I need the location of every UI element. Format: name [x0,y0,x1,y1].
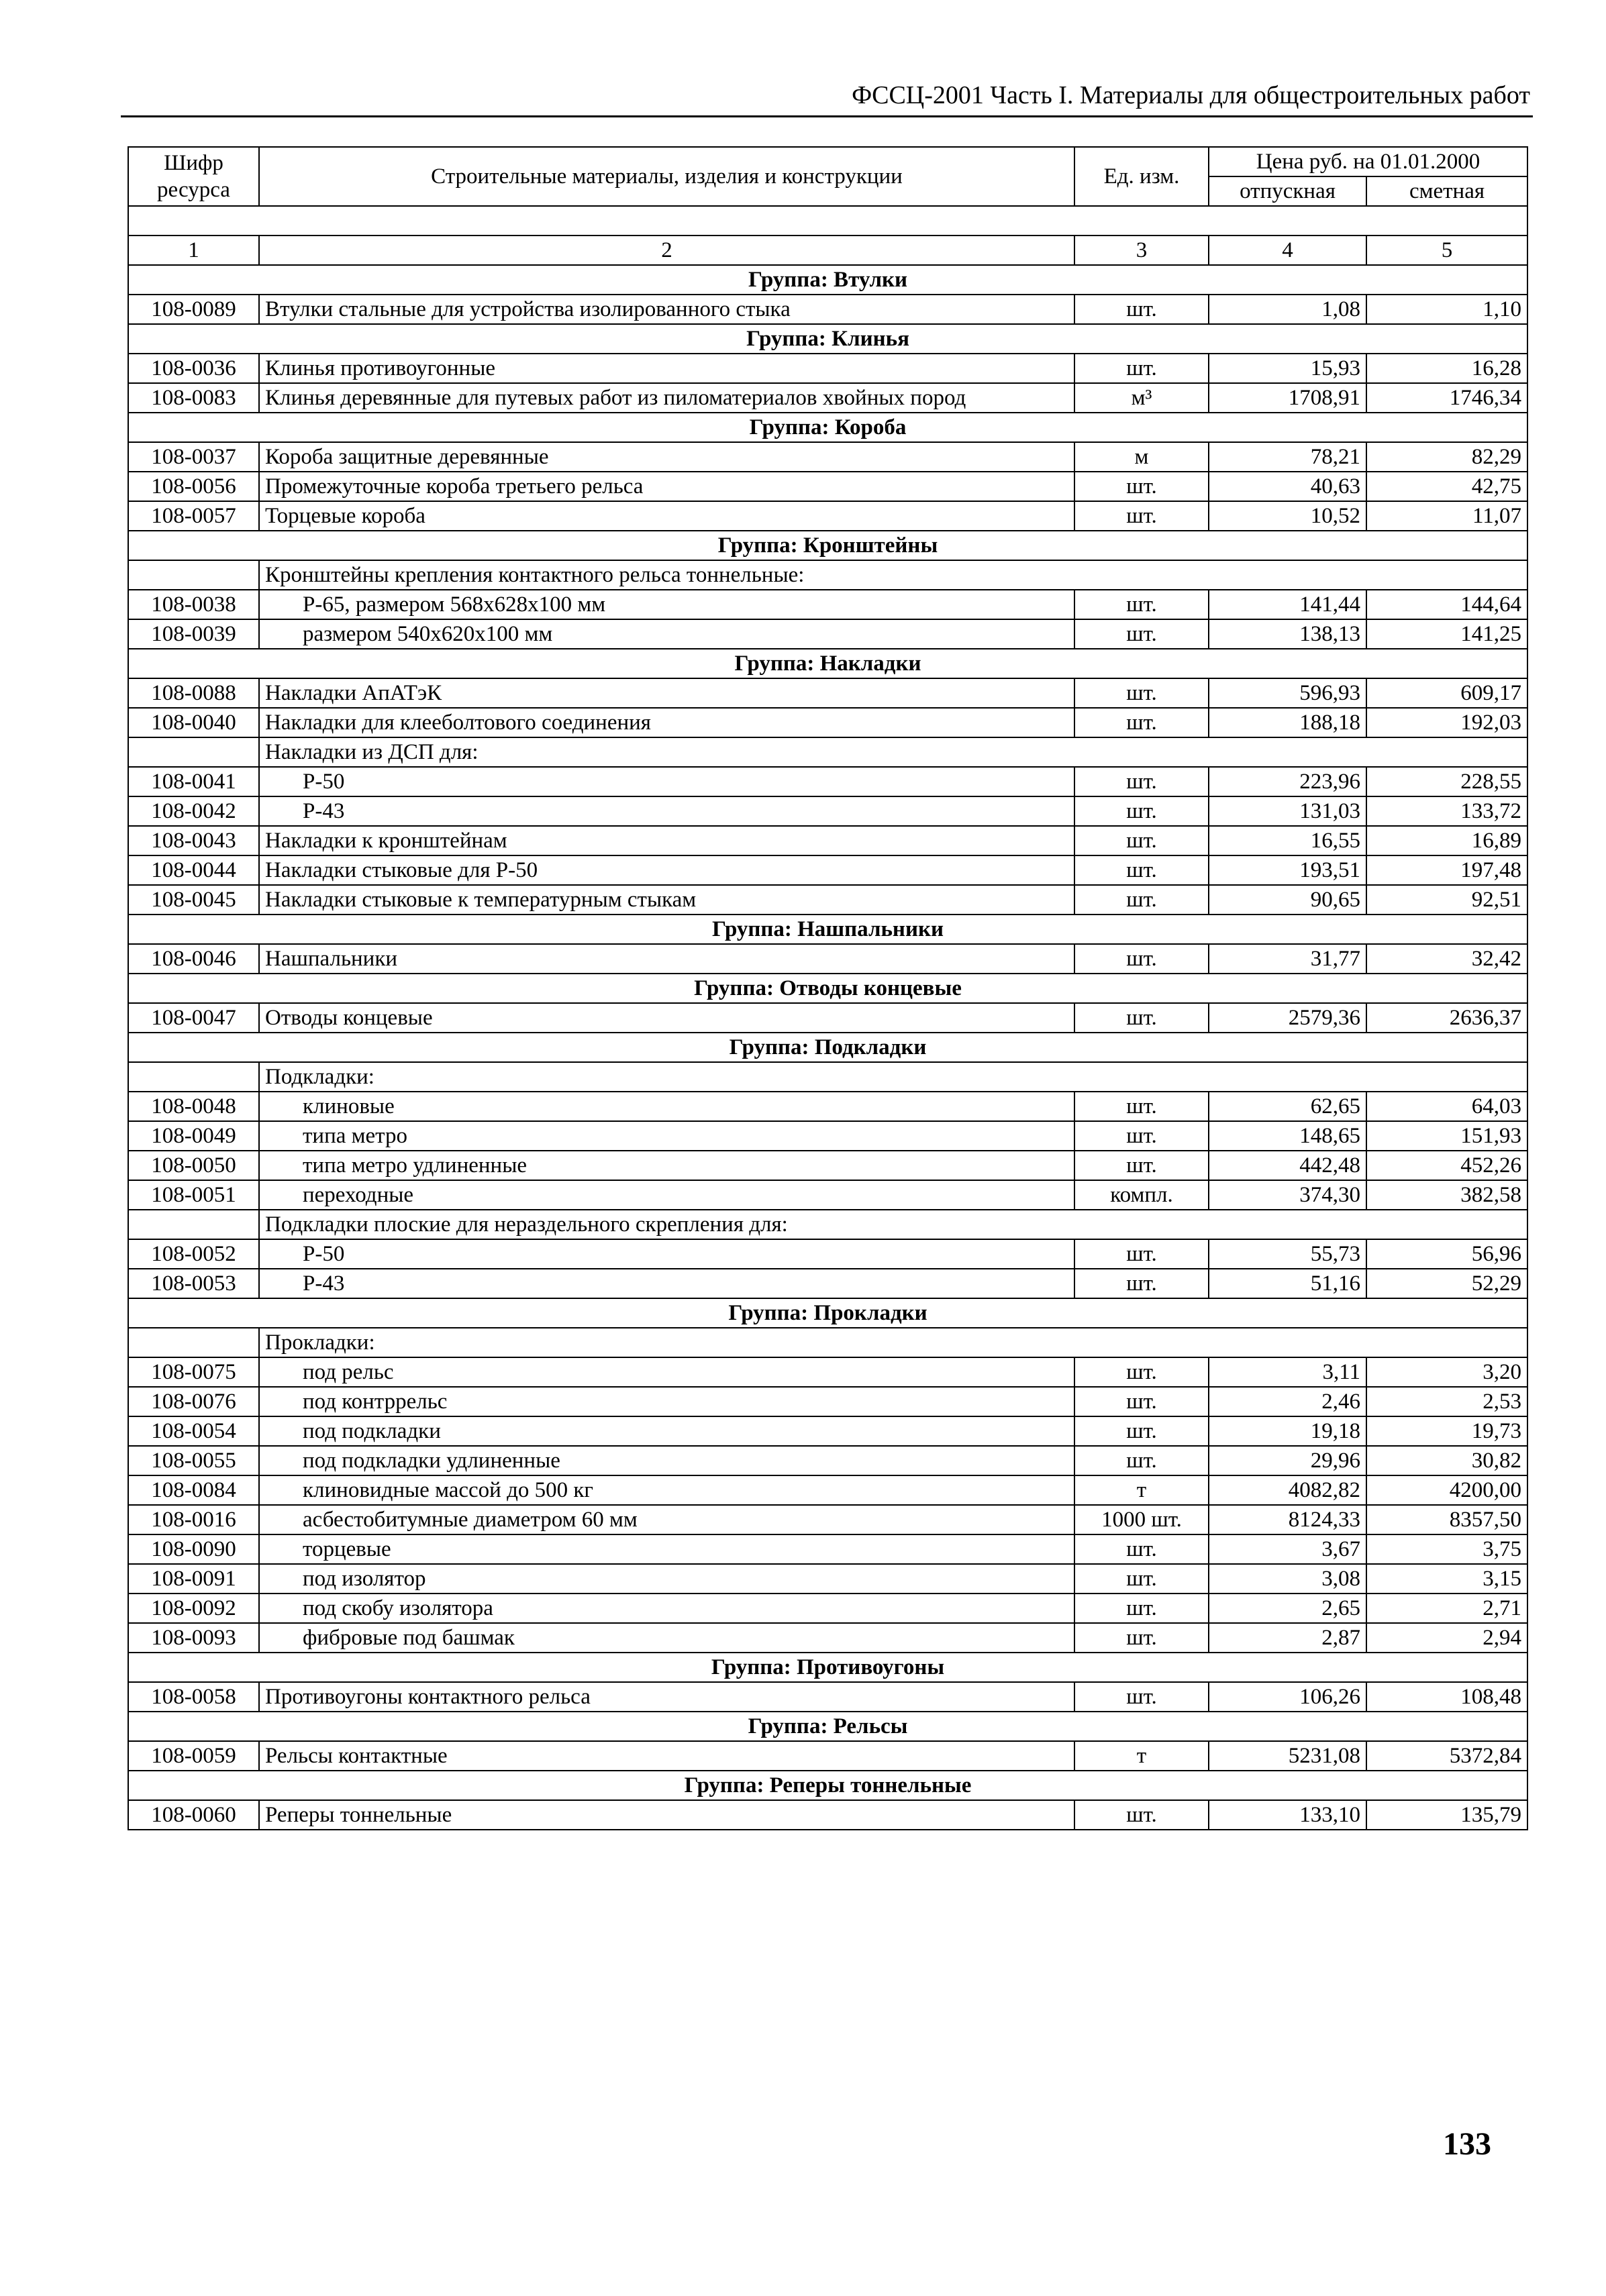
table-header-row-top [128,147,1527,176]
row-price-release: 55,73 [1209,1239,1366,1269]
row-code: 108-0060 [128,1800,259,1830]
page-header-title: ФССЦ-2001 Часть I. Материалы для общестроительных работ [852,81,1530,109]
row-name: Отводы концевые [259,1003,1074,1033]
group-title: Группа: Кронштейны [128,531,1527,560]
subheader-row [128,1062,1527,1092]
table-row [128,1800,1527,1830]
row-name: Клинья деревянные для путевых работ из пиломатериалов хвойных пород [259,383,1074,413]
col-number-5: 5 [1366,236,1527,265]
row-unit: шт. [1074,1446,1209,1475]
table-row [128,383,1527,413]
table-row [128,1416,1527,1446]
table-row [128,619,1527,649]
table-row [128,678,1527,708]
row-unit: шт. [1074,885,1209,915]
table-row [128,885,1527,915]
header-rule [121,115,1533,117]
row-unit: т [1074,1741,1209,1771]
row-price-estimate: 382,58 [1366,1180,1527,1210]
table-row [128,1475,1527,1505]
row-name: Реперы тоннельные [259,1800,1074,1830]
table-row [128,826,1527,855]
row-price-estimate: 228,55 [1366,767,1527,796]
row-code: 108-0051 [128,1180,259,1210]
row-name: Нашпальники [259,944,1074,974]
row-unit: шт. [1074,708,1209,737]
row-name: под подкладки удлиненные [259,1446,1074,1475]
row-price-release: 3,08 [1209,1564,1366,1594]
row-price-release: 131,03 [1209,796,1366,826]
row-price-release: 31,77 [1209,944,1366,974]
table-row [128,1594,1527,1623]
row-name: клиновые [259,1092,1074,1121]
row-name: размером 540х620х100 мм [259,619,1074,649]
row-price-estimate: 4200,00 [1366,1475,1527,1505]
row-price-estimate: 52,29 [1366,1269,1527,1298]
row-name: Торцевые короба [259,501,1074,531]
row-price-release: 4082,82 [1209,1475,1366,1505]
row-code: 108-0045 [128,885,259,915]
row-name: Короба защитные деревянные [259,442,1074,472]
row-price-release: 106,26 [1209,1682,1366,1712]
row-code: 108-0088 [128,678,259,708]
row-code: 108-0043 [128,826,259,855]
table-row [128,1741,1527,1771]
subheader-code-cell [128,1062,259,1092]
row-name: Р-43 [259,796,1074,826]
subheader-code-cell [128,1328,259,1357]
row-price-estimate: 135,79 [1366,1800,1527,1830]
row-price-release: 2,87 [1209,1623,1366,1653]
row-price-release: 1708,91 [1209,383,1366,413]
row-price-estimate: 8357,50 [1366,1505,1527,1534]
group-title: Группа: Короба [128,413,1527,442]
group-heading-row [128,265,1527,295]
row-name: Р-65, размером 568х628х100 мм [259,590,1074,619]
row-price-release: 2,46 [1209,1387,1366,1416]
col-header-estimate: сметная [1366,176,1527,206]
col-header-price: Цена руб. на 01.01.2000 [1209,147,1527,176]
subheader-code-cell [128,560,259,590]
table-row [128,295,1527,324]
row-price-release: 8124,33 [1209,1505,1366,1534]
table-row [128,1151,1527,1180]
table-row [128,1505,1527,1534]
subheader-text: Подкладки плоские для нераздельного скрепления для: [259,1210,1527,1239]
row-price-release: 193,51 [1209,855,1366,885]
row-unit: м³ [1074,383,1209,413]
row-unit: шт. [1074,826,1209,855]
subheader-row [128,1328,1527,1357]
group-heading-row [128,531,1527,560]
row-price-release: 2579,36 [1209,1003,1366,1033]
row-price-release: 148,65 [1209,1121,1366,1151]
group-title: Группа: Прокладки [128,1298,1527,1328]
page-number: 133 [1443,2126,1491,2162]
row-code: 108-0083 [128,383,259,413]
row-unit: шт. [1074,1357,1209,1387]
row-name: Рельсы контактные [259,1741,1074,1771]
row-unit: шт. [1074,767,1209,796]
row-code: 108-0091 [128,1564,259,1594]
col-header-code: Шифр ресурса [128,147,259,206]
row-code: 108-0084 [128,1475,259,1505]
row-unit: компл. [1074,1180,1209,1210]
row-unit: шт. [1074,1387,1209,1416]
row-price-estimate: 16,28 [1366,354,1527,383]
row-unit: шт. [1074,1682,1209,1712]
row-price-estimate: 82,29 [1366,442,1527,472]
row-unit: шт. [1074,1416,1209,1446]
row-price-estimate: 2,53 [1366,1387,1527,1416]
row-unit: шт. [1074,1092,1209,1121]
col-number-1: 1 [128,236,259,265]
row-unit: шт. [1074,354,1209,383]
table-row [128,590,1527,619]
row-price-estimate: 192,03 [1366,708,1527,737]
table-row [128,1564,1527,1594]
subheader-row [128,737,1527,767]
row-price-estimate: 1746,34 [1366,383,1527,413]
row-price-estimate: 3,20 [1366,1357,1527,1387]
col-number-4: 4 [1209,236,1366,265]
row-price-estimate: 30,82 [1366,1446,1527,1475]
row-price-estimate: 3,15 [1366,1564,1527,1594]
row-code: 108-0046 [128,944,259,974]
row-unit: м [1074,442,1209,472]
group-title: Группа: Противоугоны [128,1653,1527,1682]
table-row [128,1003,1527,1033]
group-heading-row [128,413,1527,442]
row-name: фибровые под башмак [259,1623,1074,1653]
row-unit: шт. [1074,1151,1209,1180]
col-number-2: 2 [259,236,1074,265]
row-name: под контррельс [259,1387,1074,1416]
col-header-unit: Ед. изм. [1074,147,1209,206]
row-price-release: 442,48 [1209,1151,1366,1180]
subheader-text: Накладки из ДСП для: [259,737,1527,767]
row-name: асбестобитумные диаметром 60 мм [259,1505,1074,1534]
table-row [128,472,1527,501]
row-unit: шт. [1074,472,1209,501]
table-row [128,1357,1527,1387]
row-price-release: 16,55 [1209,826,1366,855]
row-unit: шт. [1074,678,1209,708]
row-code: 108-0053 [128,1269,259,1298]
row-name: Накладки стыковые к температурным стыкам [259,885,1074,915]
row-price-release: 19,18 [1209,1416,1366,1446]
table-row [128,1623,1527,1653]
row-unit: шт. [1074,590,1209,619]
subheader-text: Подкладки: [259,1062,1527,1092]
row-price-estimate: 144,64 [1366,590,1527,619]
row-unit: шт. [1074,501,1209,531]
row-code: 108-0092 [128,1594,259,1623]
row-name: под подкладки [259,1416,1074,1446]
table-row [128,1092,1527,1121]
column-number-row [128,236,1527,265]
materials-table [128,146,1528,1830]
group-title: Группа: Накладки [128,649,1527,678]
row-unit: шт. [1074,1594,1209,1623]
group-heading-row [128,1712,1527,1741]
row-unit: шт. [1074,1800,1209,1830]
row-price-release: 2,65 [1209,1594,1366,1623]
table-row [128,501,1527,531]
row-name: Р-50 [259,767,1074,796]
row-code: 108-0052 [128,1239,259,1269]
row-name: Противоугоны контактного рельса [259,1682,1074,1712]
row-price-release: 10,52 [1209,501,1366,531]
table-row [128,1180,1527,1210]
row-price-release: 29,96 [1209,1446,1366,1475]
row-price-release: 223,96 [1209,767,1366,796]
row-code: 108-0075 [128,1357,259,1387]
row-name: типа метро [259,1121,1074,1151]
row-unit: шт. [1074,1269,1209,1298]
row-code: 108-0090 [128,1534,259,1564]
row-unit: т [1074,1475,1209,1505]
row-price-release: 90,65 [1209,885,1366,915]
row-code: 108-0059 [128,1741,259,1771]
row-code: 108-0041 [128,767,259,796]
row-price-estimate: 32,42 [1366,944,1527,974]
table-row [128,1269,1527,1298]
row-price-release: 596,93 [1209,678,1366,708]
table-row [128,1446,1527,1475]
group-title: Группа: Втулки [128,265,1527,295]
row-price-estimate: 2636,37 [1366,1003,1527,1033]
row-code: 108-0093 [128,1623,259,1653]
row-name: Р-50 [259,1239,1074,1269]
row-price-release: 1,08 [1209,295,1366,324]
table-row [128,708,1527,737]
table-row [128,855,1527,885]
row-name: типа метро удлиненные [259,1151,1074,1180]
row-code: 108-0042 [128,796,259,826]
row-code: 108-0016 [128,1505,259,1534]
row-code: 108-0049 [128,1121,259,1151]
row-price-estimate: 197,48 [1366,855,1527,885]
group-title: Группа: Нашпальники [128,915,1527,944]
row-price-release: 141,44 [1209,590,1366,619]
row-price-release: 374,30 [1209,1180,1366,1210]
row-price-release: 51,16 [1209,1269,1366,1298]
row-price-release: 3,11 [1209,1357,1366,1387]
group-heading-row [128,1298,1527,1328]
row-code: 108-0047 [128,1003,259,1033]
group-heading-row [128,1771,1527,1800]
group-title: Группа: Отводы концевые [128,974,1527,1003]
row-code: 108-0089 [128,295,259,324]
subheader-row [128,1210,1527,1239]
row-price-estimate: 3,75 [1366,1534,1527,1564]
row-unit: шт. [1074,1239,1209,1269]
group-title: Группа: Клинья [128,324,1527,354]
row-price-release: 5231,08 [1209,1741,1366,1771]
row-price-estimate: 108,48 [1366,1682,1527,1712]
row-price-estimate: 141,25 [1366,619,1527,649]
row-unit: шт. [1074,855,1209,885]
group-title: Группа: Реперы тоннельные [128,1771,1527,1800]
row-code: 108-0040 [128,708,259,737]
row-price-estimate: 133,72 [1366,796,1527,826]
row-code: 108-0050 [128,1151,259,1180]
row-name: Накладки стыковые для Р-50 [259,855,1074,885]
col-header-name: Строительные материалы, изделия и конструкции [259,147,1074,206]
row-unit: шт. [1074,1534,1209,1564]
row-code: 108-0055 [128,1446,259,1475]
row-price-estimate: 452,26 [1366,1151,1527,1180]
table-row [128,1121,1527,1151]
row-name: Клинья противоугонные [259,354,1074,383]
col-header-release: отпускная [1209,176,1366,206]
row-code: 108-0039 [128,619,259,649]
row-unit: шт. [1074,1623,1209,1653]
group-heading-row [128,1033,1527,1062]
row-price-release: 62,65 [1209,1092,1366,1121]
row-code: 108-0038 [128,590,259,619]
row-price-estimate: 16,89 [1366,826,1527,855]
row-name: под скобу изолятора [259,1594,1074,1623]
row-price-release: 188,18 [1209,708,1366,737]
table-row [128,796,1527,826]
row-name: Р-43 [259,1269,1074,1298]
row-name: торцевые [259,1534,1074,1564]
row-price-estimate: 609,17 [1366,678,1527,708]
row-unit: шт. [1074,619,1209,649]
row-price-estimate: 92,51 [1366,885,1527,915]
col-number-3: 3 [1074,236,1209,265]
row-name: под изолятор [259,1564,1074,1594]
row-name: клиновидные массой до 500 кг [259,1475,1074,1505]
row-price-estimate: 42,75 [1366,472,1527,501]
subheader-code-cell [128,1210,259,1239]
row-price-release: 78,21 [1209,442,1366,472]
row-price-estimate: 5372,84 [1366,1741,1527,1771]
table-row [128,442,1527,472]
row-code: 108-0056 [128,472,259,501]
group-title: Группа: Рельсы [128,1712,1527,1741]
row-name: переходные [259,1180,1074,1210]
row-unit: шт. [1074,944,1209,974]
row-price-release: 133,10 [1209,1800,1366,1830]
row-name: Втулки стальные для устройства изолированного стыка [259,295,1074,324]
row-unit: шт. [1074,295,1209,324]
table-row [128,1534,1527,1564]
row-price-estimate: 2,94 [1366,1623,1527,1653]
row-price-release: 138,13 [1209,619,1366,649]
subheader-text: Кронштейны крепления контактного рельса тоннельные: [259,560,1527,590]
subheader-code-cell [128,737,259,767]
group-heading-row [128,974,1527,1003]
row-price-release: 40,63 [1209,472,1366,501]
row-code: 108-0058 [128,1682,259,1712]
header-gap-row [128,206,1527,236]
row-code: 108-0048 [128,1092,259,1121]
row-price-estimate: 2,71 [1366,1594,1527,1623]
table-row [128,1682,1527,1712]
table-row [128,1239,1527,1269]
subheader-text: Прокладки: [259,1328,1527,1357]
table-row [128,767,1527,796]
row-price-release: 3,67 [1209,1534,1366,1564]
row-unit: шт. [1074,796,1209,826]
table-row [128,354,1527,383]
table-row [128,944,1527,974]
row-unit: шт. [1074,1564,1209,1594]
group-heading-row [128,915,1527,944]
row-name: Накладки к кронштейнам [259,826,1074,855]
row-price-release: 15,93 [1209,354,1366,383]
group-title: Группа: Подкладки [128,1033,1527,1062]
row-code: 108-0036 [128,354,259,383]
row-price-estimate: 151,93 [1366,1121,1527,1151]
row-name: Накладки для клееболтового соединения [259,708,1074,737]
row-price-estimate: 1,10 [1366,295,1527,324]
row-unit: 1000 шт. [1074,1505,1209,1534]
group-heading-row [128,1653,1527,1682]
row-code: 108-0076 [128,1387,259,1416]
row-code: 108-0044 [128,855,259,885]
table-row [128,1387,1527,1416]
subheader-row [128,560,1527,590]
group-heading-row [128,649,1527,678]
row-unit: шт. [1074,1003,1209,1033]
row-name: Промежуточные короба третьего рельса [259,472,1074,501]
row-unit: шт. [1074,1121,1209,1151]
row-code: 108-0057 [128,501,259,531]
row-price-estimate: 64,03 [1366,1092,1527,1121]
row-price-estimate: 11,07 [1366,501,1527,531]
group-heading-row [128,324,1527,354]
row-price-estimate: 19,73 [1366,1416,1527,1446]
row-code: 108-0037 [128,442,259,472]
row-price-estimate: 56,96 [1366,1239,1527,1269]
row-name: под рельс [259,1357,1074,1387]
row-code: 108-0054 [128,1416,259,1446]
row-name: Накладки АпАТэК [259,678,1074,708]
